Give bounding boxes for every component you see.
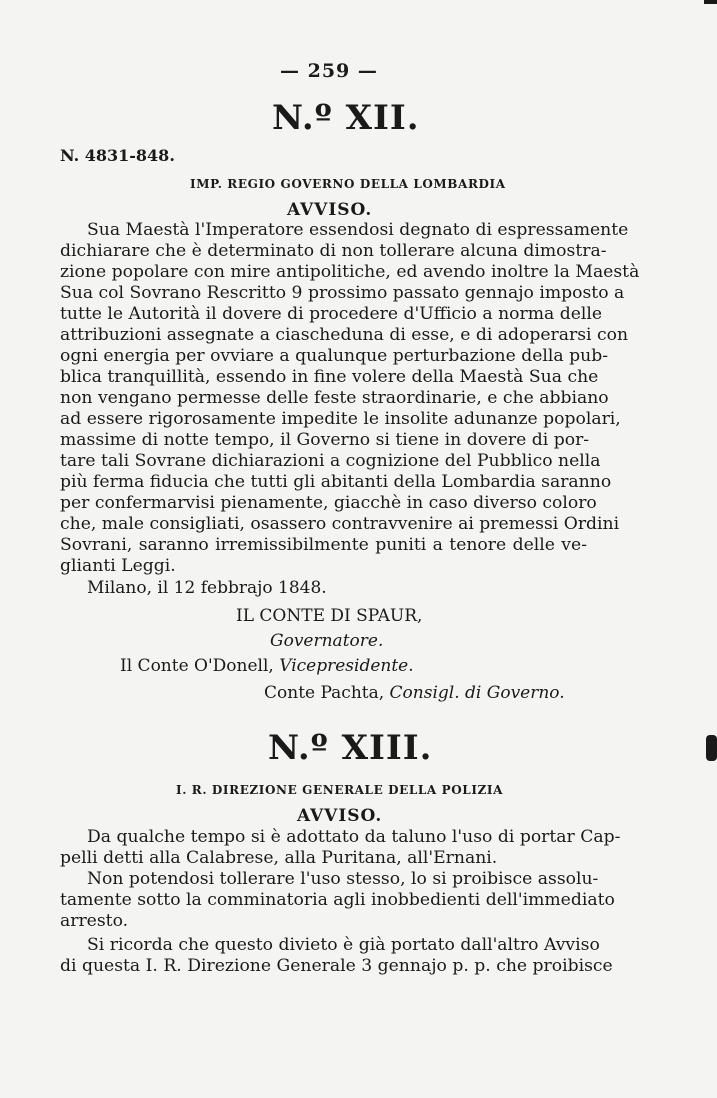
date-line: Milano, il 12 febbrajo 1848. (87, 578, 327, 598)
text-line: ogni energia per ovviare a qualunque perturbazione della pub- (60, 346, 609, 366)
text-line: non vengano permesse delle feste straordinarie, e che abbiano (60, 388, 609, 408)
text-line: Sua col Sovrano Rescritto 9 prossimo passato gennajo imposto a (60, 283, 625, 303)
reference-number: N. 4831-848. (60, 146, 175, 165)
text-line: per confermarvisi pienamente, giacchè in caso diverso coloro (60, 493, 597, 513)
signer-pachta-name: Conte Pachta, (264, 683, 385, 703)
signer-pachta-title: Consigl. di Governo. (389, 683, 565, 703)
scan-edge-mark (704, 0, 717, 4)
text-line: Non potendosi tollerare l'uso stesso, lo si proibisce assolu- (87, 869, 599, 889)
signer-odonell-title: Vicepresidente. (279, 656, 414, 676)
text-line: ad essere rigorosamente impedite le insolite adunanze popolari, (60, 409, 621, 429)
avviso-heading-xii: AVVISO. (287, 200, 373, 220)
signer-spaur-name: IL CONTE DI SPAUR, (236, 606, 423, 626)
signer-spaur-title: Governatore. (270, 631, 384, 651)
text-line: di questa I. R. Direzione Generale 3 gennajo p. p. che proibisce (60, 956, 613, 976)
text-line: Sovrani, saranno irremissibilmente puniti a tenore delle ve- (60, 535, 587, 555)
text-line: più ferma fiducia che tutti gli abitanti della Lombardia saranno (60, 472, 612, 492)
text-line: zione popolare con mire antipolitiche, ed avendo inoltre la Maestà (60, 262, 640, 282)
signer-odonell-name: Il Conte O'Donell, (120, 656, 274, 676)
text-line: blica tranquillità, essendo in fine volere della Maestà Sua che (60, 367, 599, 387)
text-line: tamente sotto la comminatoria agli inobbedienti dell'immediato (60, 890, 615, 910)
section-number-xii: N.º XII. (272, 98, 420, 138)
text-line: pelli detti alla Calabrese, alla Puritana, all'Ernani. (60, 848, 498, 868)
avviso-heading-xiii: AVVISO. (297, 806, 383, 826)
section-number-xiii: N.º XIII. (268, 728, 433, 768)
text-line: massime di notte tempo, il Governo si tiene in dovere di por- (60, 430, 590, 450)
text-line: glianti Leggi. (60, 556, 176, 576)
text-line: tare tali Sovrane dichiarazioni a cognizione del Pubblico nella (60, 451, 601, 471)
page-number: — 259 — (280, 60, 378, 82)
text-line: Sua Maestà l'Imperatore essendosi degnato di espressamente (87, 220, 629, 240)
text-line: Da qualche tempo si è adottato da taluno l'uso di portar Cap- (87, 827, 621, 847)
text-line: che, male consigliati, osassero contravvenire ai premessi Ordini (60, 514, 620, 534)
binding-mark (706, 735, 717, 761)
text-line: arresto. (60, 911, 129, 931)
text-line: dichiarare che è determinato di non tollerare alcuna dimostra- (60, 241, 607, 261)
text-line: tutte le Autorità il dovere di procedere d'Ufficio a norma delle (60, 304, 603, 324)
text-line: Si ricorda che questo divieto è già portato dall'altro Avviso (87, 935, 600, 955)
issuer-heading-xiii: I. R. DIREZIONE GENERALE DELLA POLIZIA (176, 783, 504, 797)
issuer-heading-xii: IMP. REGIO GOVERNO DELLA LOMBARDIA (190, 177, 506, 191)
signer-odonell (120, 656, 414, 676)
text-line: attribuzioni assegnate a ciascheduna di esse, e di adoperarsi con (60, 325, 629, 345)
signer-pachta (264, 683, 565, 703)
